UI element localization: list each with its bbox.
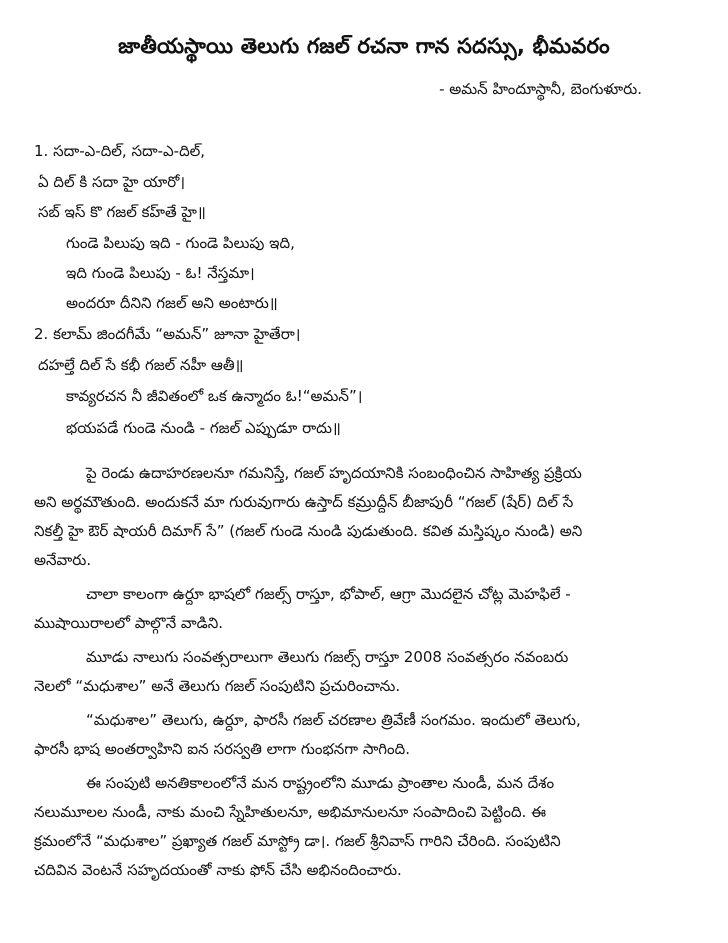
paragraph-line: క్రమంలోనే “మధుశాల” ప్రఖ్యాత గజల్ మాస్ట్రో డా।. గజల్ శ్రీనివాస్ గారిని చేరింది. సంపుటిని (34, 832, 561, 850)
paragraph (34, 459, 706, 575)
verse-line: సబ్ ఇస్ కొ గజల్ కహ్‌తే హై॥ (38, 203, 206, 221)
author-line: - అమన్ హిందూస్థానీ, బెంగుళూరు. (439, 80, 642, 98)
paragraph (34, 706, 706, 764)
paragraph-line: నికల్తీ హై ఔర్ షాయరీ దిమాగ్ సే” (గజల్ గుండె నుండి పుడుతుంది. కవిత మస్తిష్కం నుండి) అని (34, 522, 583, 540)
verse-line: 1. సదా-ఎ-దిల్, సదా-ఎ-దిల్, (34, 142, 206, 160)
verse-line: భయపడే గుండె నుండి - గజల్ ఎప్పుడూ రాదు॥ (66, 419, 341, 437)
paragraph-line: మూడు నాలుగు సంవత్సరాలుగా తెలుగు గజల్స్ రాస్తూ 2008 సంవత్సరం నవంబరు (86, 648, 569, 666)
paragraph (34, 580, 706, 638)
verse-line: అందరూ దీనిని గజల్ అని అంటారు॥ (66, 294, 278, 312)
paragraph-line: చాలా కాలంగా ఉర్దూ భాషలో గజల్స్ రాస్తూ, భోపాల్, ఆగ్రా మొదలైన చోట్ల మెహఫిలే - (86, 585, 571, 603)
paragraph-line: అని అర్థమౌతుంది. అందుకనే మా గురువుగారు ఉస్తాద్ కమ్రుద్దీన్ బీజాపురీ “గజల్ (షేర్) దిల్ సే (34, 493, 574, 511)
document-title: జాతీయస్థాయి తెలుగు గజల్ రచనా గాన సదస్సు, భీమవరం (118, 34, 610, 58)
paragraph-line: చదివిన వెంటనే సహృదయంతో నాకు ఫోన్ చేసి అభినందించారు. (34, 861, 402, 879)
paragraph-line: ముషాయిరాలలో పాల్గొనే వాడిని. (34, 614, 224, 632)
paragraph-line: నలుమూలల నుండీ, నాకు మంచి స్నేహితులనూ, అభిమానులనూ సంపాదించి పెట్టింది. ఈ (34, 803, 546, 821)
paragraph-line: ఈ సంపుటి అనతికాలంలోనే మన రాష్ట్రంలోని మూడు ప్రాంతాల నుండీ, మన దేశం (86, 774, 555, 792)
paragraph-line: పై రెండు ఉదాహరణలనూ గమనిస్తే, గజల్ హృదయానికి సంబంధించిన సాహిత్య ప్రక్రియ (86, 464, 582, 482)
paragraph (34, 643, 706, 701)
paragraph-line: ఫారసీ భాష అంతర్వాహిని ఐన సరస్వతి లాగా గుంభనగా సాగింది. (34, 740, 410, 758)
paragraph-line: అనేవారు. (34, 551, 92, 569)
verse-line: ఏ దిల్ కి సదా హై యారో। (38, 173, 186, 191)
verse-line: 2. కలామ్ జిందగీమే “అమన్” జూనా హైతేరా। (34, 325, 301, 343)
paragraph (34, 769, 706, 885)
verse-line: గుండె పిలుపు ఇది - గుండె పిలుపు ఇది, (66, 234, 295, 252)
paragraph-line: “మధుశాల” తెలుగు, ఉర్దూ, ఫారసీ గజల్ చరణాల త్రివేణీ సంగమం. ఇందులో తెలుగు, (86, 711, 581, 729)
verse-line: దహల్తే దిల్ సే కభీ గజల్ నహీ ఆతీ॥ (38, 356, 244, 374)
verse-line: కావ్యరచన నీ జీవితంలో ఒక ఉన్మాదం ఓ!“అమన్”। (66, 387, 363, 405)
paragraph-line: నెలలో “మధుశాల” అనే తెలుగు గజల్ సంపుటిని ప్రచురించాను. (34, 677, 401, 695)
verse-line: ఇది గుండె పిలుపు - ఓ! నేస్తమా। (66, 264, 255, 282)
